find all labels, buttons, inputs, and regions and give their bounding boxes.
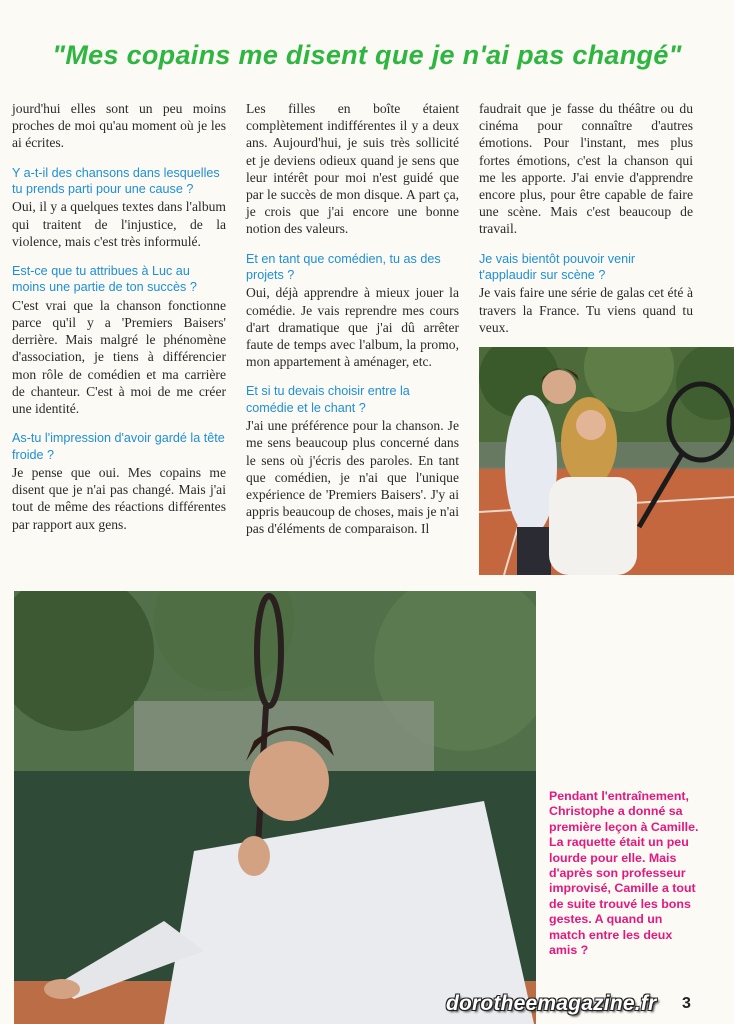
col3-intro: faudrait que je fasse du théâtre ou du cinéma pour connaître d'autres émotions. Pour l'instant, mes plus fortes émotions, c'est la chanson qui me les apporte. J'ai envie d'apprendre encore plus, pour être capable de faire une scène. Mais c'est beaucoup de travail.: [479, 101, 693, 237]
col1-answer-2: C'est vrai que la chanson fonctionne parce qu'il y a 'Premiers Baisers' derrière. Mais malgré le phénomène d'association, je tiens à différencier mon rôle de comédien et ma carrière de chanteur. C'est à moi de me créer une identité.: [12, 297, 226, 417]
couple-tennis-photo: [479, 347, 734, 575]
col1-question-3: As-tu l'impression d'avoir gardé la tête froide ?: [12, 431, 225, 462]
col2-answer-1: Oui, déjà apprendre à mieux jouer la comédie. Je vais reprendre mes cours d'art dramatique que j'ai dû arrêter faute de temps avec l'album, la promo, mon appartement à aménager, etc.: [246, 285, 459, 370]
column-2: [246, 100, 459, 538]
col1-question-2: Est-ce que tu attribues à Luc au moins une partie de ton succès ?: [12, 264, 197, 295]
col3-question-1: Je vais bientôt pouvoir venir t'applaudir sur scène ?: [479, 251, 636, 283]
col2-question-1: Et en tant que comédien, tu as des projets ?: [246, 251, 441, 283]
headline: "Mes copains me disent que je n'ai pas changé": [52, 40, 682, 70]
player-tennis-illustration: [14, 591, 536, 1024]
col1-answer-3: Je pense que oui. Mes copains me disent que je n'ai pas changé. Mais j'ai tout de même des réactions différentes par rapport aux gens.: [12, 465, 226, 532]
photo-caption: Pendant l'entraînement, Christophe a donné sa première leçon à Camille. La raquette était un peu lourde pour elle. Mais d'après son professeur improvisé, Camille a tout de suite trouvé les bons gestes. A quand un match entre les deux amis ?: [549, 789, 699, 958]
column-1: [12, 100, 226, 533]
col3-answer-1: Je vais faire une série de galas cet été à travers la France. Tu viens quand tu veux.: [479, 285, 693, 335]
column-3: [479, 100, 693, 336]
col2-question-2: Et si tu devais choisir entre la comédie et le chant ?: [246, 384, 410, 415]
col2-intro: Les filles en boîte étaient complètement indifférentes il y a deux ans. Aujourd'hui, je suis très sollicité et je deviens odieux quand je sens que leur intérêt pour moi n'est guidé que par le succès de mon disque. A part ça, je crois que j'ai encore une bonne notion des valeurs.: [246, 101, 459, 237]
watermark: dorotheemagazine.fr: [446, 992, 657, 1015]
col1-question-1: Y a-t-il des chansons dans lesquelles tu prends parti pour une cause ?: [12, 165, 220, 197]
couple-tennis-illustration: [479, 347, 734, 575]
player-tennis-photo: [14, 591, 536, 1024]
col2-answer-2: J'ai une préférence pour la chanson. Je me sens beaucoup plus concerné dans le sens où j'écris des paroles. En tant que comédien, je n'ai que l'unique expérience de 'Premiers Baisers'. J'y ai appris beaucoup de choses, mais je n'ai pas d'éléments de comparaison. Il: [246, 418, 459, 537]
page-number: 3: [682, 995, 691, 1012]
col1-answer-1: Oui, il y a quelques textes dans l'album qui traitent de l'injustice, de la violence, mais c'est très informulé.: [12, 199, 226, 249]
col1-intro: jourd'hui elles sont un peu moins proches de moi qu'au moment où je les ai écrites.: [12, 101, 226, 151]
